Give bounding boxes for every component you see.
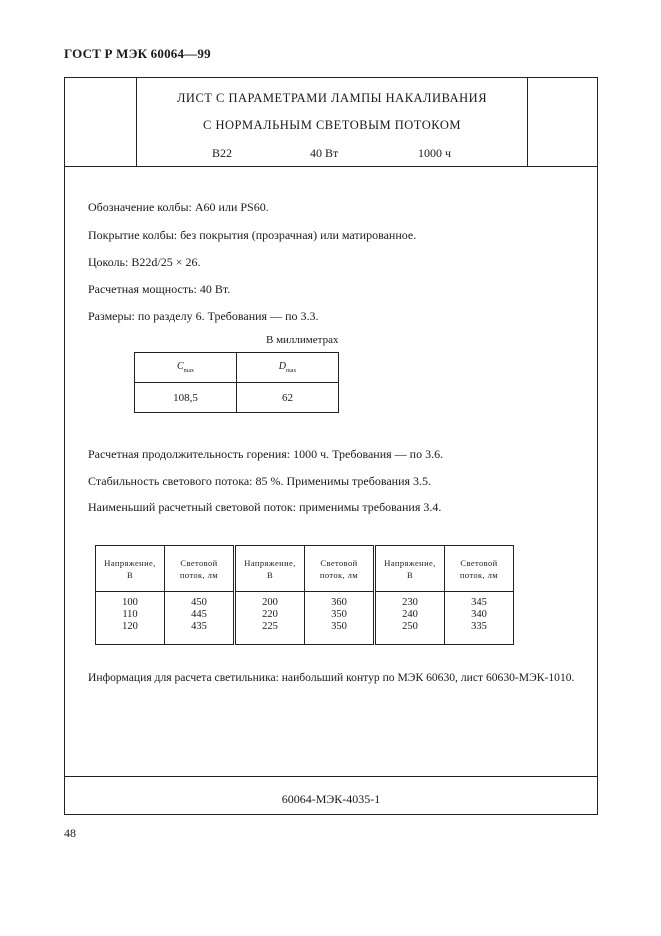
voltage-values: 100 110 120 (96, 592, 165, 645)
col-header-flux: Световой поток, лм (445, 546, 514, 592)
dimensions-table (134, 352, 339, 413)
rated-life: 1000 ч (418, 146, 452, 160)
footer-top-rule (64, 776, 598, 777)
col-header-voltage: Напряжение, В (96, 546, 165, 592)
table-row (96, 592, 514, 645)
param-dimensions: Размеры: по разделу 6. Требования — по 3.3. (88, 309, 319, 323)
voltage-values: 230 240 250 (375, 592, 445, 645)
param-coating: Покрытие колбы: без покрытия (прозрачная) или матированное. (88, 228, 417, 242)
param-cap: Цоколь: B22d/25 × 26. (88, 255, 201, 269)
dim-header-c: $C_{max}$ (135, 353, 237, 383)
param-power: Расчетная мощность: 40 Вт. (88, 282, 231, 296)
sheet-title-line-1: ЛИСТ С ПАРАМЕТРАМИ ЛАМПЫ НАКАЛИВАНИЯ (176, 91, 488, 105)
flux-values: 450 445 435 (165, 592, 235, 645)
flux-values: 345 340 335 (445, 592, 514, 645)
col-header-voltage: Напряжение, В (235, 546, 305, 592)
rated-power: 40 Вт (310, 146, 339, 160)
units-label: В миллиметрах (266, 334, 339, 346)
dim-header-d: $D_{max}$ (237, 353, 339, 383)
cap-type: B22 (212, 146, 233, 160)
param-bulb: Обозначение колбы: A60 или PS60. (88, 200, 269, 214)
page-number: 48 (64, 826, 76, 840)
req-life: Расчетная продолжительность горения: 1000 ч. Требования — по 3.6. (88, 447, 444, 461)
req-min-flux: Наименьший расчетный световой поток: применимы требования 3.4. (88, 500, 442, 514)
voltage-values: 200 220 225 (235, 592, 305, 645)
sheet-code: 60064-МЭК-4035-1 (281, 792, 381, 806)
sheet-title-line-2: С НОРМАЛЬНЫМ СВЕТОВЫМ ПОТОКОМ (203, 118, 461, 132)
req-stability: Стабильность светового потока: 85 %. Применимы требования 3.5. (88, 474, 432, 488)
sheet-frame (64, 77, 598, 815)
col-header-voltage: Напряжение, В (375, 546, 445, 592)
flux-values: 360 350 350 (305, 592, 375, 645)
standard-designation: ГОСТ Р МЭК 60064—99 (64, 46, 211, 61)
voltage-flux-table (95, 545, 514, 645)
table-header-row (96, 546, 514, 592)
luminaire-info: Информация для расчета светильника: наибольший контур по МЭК 60630, лист 60630-МЭК-1010. (88, 671, 575, 684)
col-header-flux: Световой поток, лм (305, 546, 375, 592)
header-bottom-rule (64, 166, 598, 167)
table-row (135, 353, 339, 383)
col-header-flux: Световой поток, лм (165, 546, 235, 592)
dim-value-c: 108,5 (135, 383, 237, 413)
table-row (135, 383, 339, 413)
dim-value-d: 62 (237, 383, 339, 413)
